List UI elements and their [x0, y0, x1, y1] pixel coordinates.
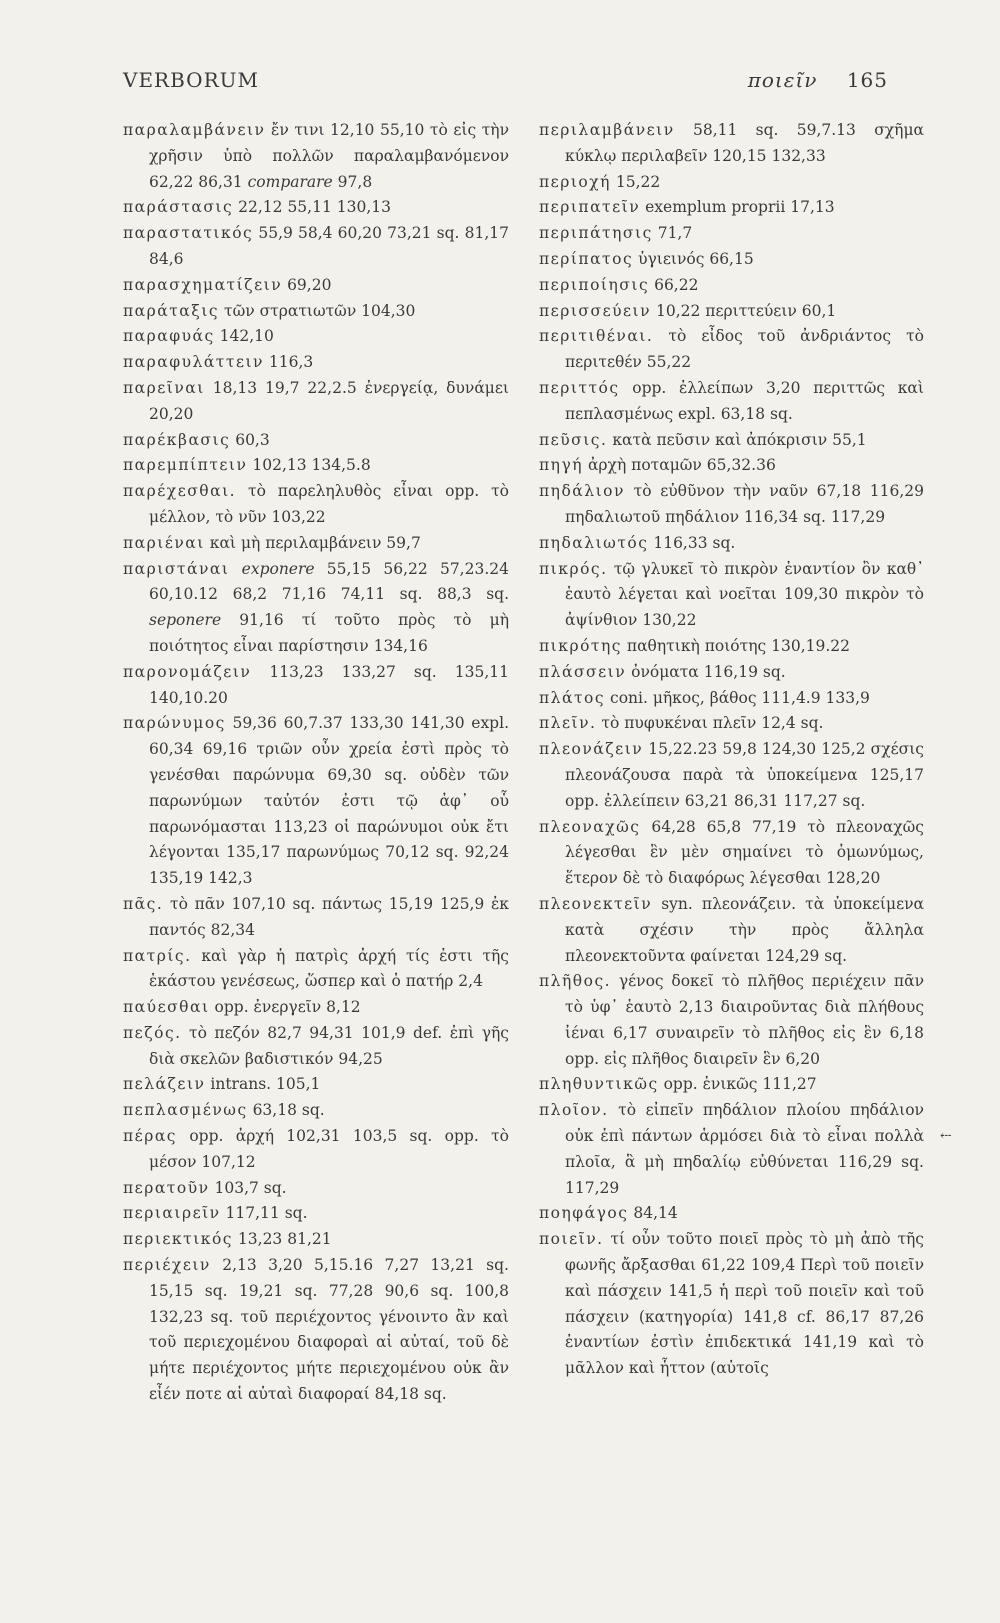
entry-text: γένος δοκεῖ τὸ πλῆθος περιέχειν πᾶν τὸ ὑφ᾽ ἑαυτὸ 2,13 διαιροῦντας διὰ πλήθους ἰέναι 6,17 συναιρεῖν τὸ πλῆθος εἰς ἓν 6,18 opp. εἰς πλῆθος διαιρεῖν ἓν 6,20 — [565, 972, 924, 1068]
index-entry — [123, 711, 509, 892]
entry-text: 63,18 sq. — [252, 1101, 325, 1120]
entry-lemma: παύεσθαι — [123, 998, 210, 1017]
entry-text: καὶ μὴ περιλαμβάνειν 59,7 — [209, 533, 421, 552]
entry-lemma: πᾶς. — [123, 894, 164, 913]
entry-text: 69,20 — [287, 275, 332, 294]
index-entry — [123, 944, 509, 996]
entry-lemma: περιαιρεῖν — [123, 1204, 221, 1223]
entry-text: τῶν στρατιωτῶν 104,30 — [224, 301, 416, 320]
index-entry — [539, 1072, 924, 1098]
index-entry — [539, 221, 924, 247]
index-entry — [539, 737, 924, 814]
index-entry — [539, 299, 924, 325]
entry-lemma: παραλαμβάνειν — [123, 121, 266, 139]
index-entry — [123, 660, 509, 712]
entry-lemma: πλάτος — [539, 688, 606, 707]
entry-text: 55,9 58,4 60,20 73,21 sq. 81,17 84,6 — [149, 224, 509, 268]
entry-text: τὸ πεζόν 82,7 94,31 101,9 def. ἐπὶ γῆς διὰ σκελῶν βαδιστικόν 94,25 — [149, 1023, 509, 1068]
entry-text: 142,10 — [219, 327, 274, 346]
index-entry — [123, 299, 509, 325]
entry-text: 103,7 sq. — [214, 1178, 287, 1197]
entry-lemma: πλεῖν. — [539, 714, 597, 733]
entry-lemma: πλεονάζειν — [539, 740, 644, 759]
entry-lemma: παρασχηματίζειν — [123, 275, 283, 294]
entry-lemma: περιπατεῖν — [539, 198, 641, 217]
entry-lemma: πηδαλιωτός — [539, 533, 649, 552]
index-entry — [539, 453, 924, 479]
entry-text: τὸ πᾶν 107,10 sq. πάντως 15,19 125,9 ἐκ παντός 82,34 — [149, 894, 509, 939]
entry-lemma: παραστατικός — [123, 224, 254, 243]
entry-text: 71,7 — [657, 224, 693, 243]
entry-text: opp. ἀρχή 102,31 103,5 sq. opp. τὸ μέσον 107,12 — [149, 1127, 509, 1171]
entry-lemma: πλάσσειν — [539, 662, 627, 681]
entry-text: syn. πλεονάζειν. τὰ ὑποκείμενα κατὰ σχέσιν τὴν πρὸς ἄλληλα πλεονεκτοῦντα φαίνεται 124,29 sq. — [565, 894, 924, 965]
index-entry — [123, 1124, 509, 1176]
entry-text-cont: 97,8 — [337, 172, 373, 191]
entry-text: ἀρχὴ ποταμῶν 65,32.36 — [587, 456, 776, 475]
entry-text: 84,14 — [633, 1204, 678, 1223]
entry-text: opp. ἐλλείπων 3,20 περιττῶς καὶ πεπλασμένως expl. 63,18 sq. — [565, 378, 924, 423]
entry-text: τῷ γλυκεῖ τὸ πικρὸν ἐναντίον ὂν καθ᾽ ἑαυτὸ λέγεται καὶ νοεῖται 109,30 πικρὸν τὸ ἀψίνθιον 130,22 — [565, 559, 924, 630]
entry-text: τὸ εἶδος τοῦ ἀνδριάντος τὸ περιτεθέν 55,22 — [565, 327, 924, 372]
entry-text: τὸ εὐθῦνον τὴν ναῦν 67,18 116,29 πηδαλιωτοῦ πηδάλιον 116,34 sq. 117,29 — [565, 482, 924, 526]
index-entry — [123, 1201, 509, 1227]
entry-lemma: περιοχή — [539, 172, 611, 191]
entry-lemma: πεζός. — [123, 1023, 182, 1042]
entry-text: 64,28 65,8 77,19 τὸ πλεοναχῶς λέγεσθαι ἓν μὲν σημαίνει τὸ ὁμωνύμως, ἕτερον δὲ τὸ διαφόρως λέγεσθαι 128,20 — [565, 817, 924, 888]
entry-lemma: πληθυντικῶς — [539, 1075, 659, 1094]
entry-lemma: παραφυάς — [123, 327, 215, 346]
index-entry — [539, 479, 924, 531]
header-keyword: ποιεῖν — [747, 68, 818, 92]
entry-text: τὸ εἰπεῖν πηδάλιον πλοίου πηδάλιον οὐκ ἐπὶ πάντων ἁρμόσει διὰ τὸ εἶναι πολλὰ πλοῖα, ἃ μὴ πηδαλίῳ εὐθύνεται 116,29 sq. 117,29 — [565, 1101, 924, 1197]
entry-text: opp. ἐνεργεῖν 8,12 — [214, 998, 361, 1017]
entry-lemma: πλεονεκτεῖν — [539, 894, 653, 913]
index-entry — [123, 273, 509, 299]
header-title: VERBORUM — [123, 68, 259, 92]
entry-lemma: περίπατος — [539, 249, 634, 268]
index-entry — [123, 1072, 509, 1098]
index-entry — [123, 1253, 509, 1408]
index-column-left — [123, 118, 509, 1408]
entry-lemma: περισσεύειν — [539, 301, 652, 320]
header-right — [748, 68, 888, 92]
entry-text: παθητικὴ ποιότης 130,19.22 — [626, 636, 850, 655]
index-entry — [539, 195, 924, 221]
entry-lemma: ποιεῖν. — [539, 1230, 604, 1249]
entry-lemma: παραφυλάττειν — [123, 353, 264, 372]
entry-text: 66,22 — [654, 275, 699, 294]
index-entry: πλοῖον. τὸ εἰπεῖν πηδάλιον πλοίου πηδάλιον οὐκ ἐπὶ πάντων ἁρμόσει διὰ τὸ εἶναι πολλὰ πλοῖα, ἃ μὴ πηδαλίῳ εὐθύνεται 116,29 sq. 117,29 ⤎ — [539, 1101, 952, 1197]
entry-lemma: πεπλασμένως — [123, 1101, 248, 1120]
index-entry — [123, 195, 509, 221]
entry-lemma: περιεκτικός — [123, 1230, 233, 1249]
index-entry — [539, 1227, 924, 1382]
entry-lemma: παριέναι — [123, 533, 205, 552]
entry-text: ὑγιεινός 66,15 — [638, 249, 754, 268]
index-entry — [539, 1201, 924, 1227]
entry-lemma: περιπάτησις — [539, 224, 653, 243]
entry-text: τὸ πυφυκέναι πλεῖν 12,4 sq. — [601, 714, 824, 733]
entry-text: 113,23 133,27 sq. 135,11 140,10.20 — [149, 662, 509, 707]
index-entry — [123, 995, 509, 1021]
index-column-right — [539, 118, 952, 1382]
index-entry — [539, 557, 924, 634]
entry-italic: exponere — [241, 559, 315, 578]
index-entry — [539, 686, 924, 712]
index-entry — [123, 1021, 509, 1073]
index-entry — [539, 324, 924, 376]
entry-text: ἔν τινι 12,10 55,10 τὸ εἰς τὴν χρῆσιν ὑπὸ πολλῶν παραλαμβανόμενον 62,22 86,31 — [149, 121, 509, 191]
entry-text: 60,3 — [235, 430, 270, 449]
entry-text: 2,13 3,20 5,15.16 7,27 13,21 sq. 15,15 sq. 19,21 sq. 77,28 90,6 sq. 100,8 132,23 sq. τοῦ περιέχοντος γένοιντο ἂν καὶ τοῦ περιεχομένου διαφοραὶ αἱ αὐταί, τοῦ δὲ μήτε περιέχοντος μήτε περιεχομένου οὐκ ἂν εἶέν ποτε αἱ αὐταὶ διαφοραί 84,18 sq. — [149, 1256, 509, 1404]
entry-text-cont: 91,16 τί τοῦτο πρὸς τὸ μὴ ποιότητος εἶναι παρίστησιν 134,16 — [149, 611, 509, 655]
entry-lemma: πλοῖον. — [539, 1101, 609, 1120]
entry-text: 117,11 sq. — [225, 1204, 308, 1223]
entry-lemma: πατρίς. — [123, 946, 192, 965]
entry-text: coni. μῆκος, βάθος 111,4.9 133,9 — [610, 688, 870, 707]
entry-lemma: παρώνυμος — [123, 714, 226, 733]
entry-lemma: παράταξις — [123, 301, 220, 320]
entry-lemma: πεῦσις. — [539, 430, 608, 449]
index-entry — [123, 221, 509, 273]
entry-lemma: περιποίησις — [539, 275, 650, 294]
entry-lemma: πηγή — [539, 456, 584, 475]
entry-text: κατὰ πεῦσιν καὶ ἀπόκρισιν 55,1 — [612, 430, 867, 449]
entry-lemma: πηδάλιον — [539, 482, 625, 501]
index-entry — [123, 892, 509, 944]
entry-text: opp. ἑνικῶς 111,27 — [663, 1075, 817, 1094]
entry-text-cont: 55,15 56,22 57,23.24 60,10.12 68,2 71,16 74,11 sq. 88,3 sq. — [149, 559, 509, 604]
entry-text: intrans. 105,1 — [210, 1075, 321, 1094]
index-entry — [539, 376, 924, 428]
entry-lemma: πλεοναχῶς — [539, 817, 641, 836]
entry-lemma: πλῆθος. — [539, 972, 612, 991]
entry-lemma: παρέχεσθαι. — [123, 482, 237, 501]
entry-text: exemplum proprii 17,13 — [645, 198, 835, 217]
index-entry — [123, 1176, 509, 1202]
entry-lemma: παρεμπίπτειν — [123, 456, 248, 475]
entry-text: 13,23 81,21 — [237, 1230, 332, 1249]
entry-lemma: παρέκβασις — [123, 430, 231, 449]
index-entry — [123, 428, 509, 454]
entry-lemma: παρονομάζειν — [123, 662, 252, 681]
entry-text: τὸ παρεληλυθὸς εἶναι opp. τὸ μέλλον, τὸ νῦν 103,22 — [149, 482, 509, 526]
entry-lemma: παριστάναι — [123, 559, 230, 578]
entry-lemma: πικρότης — [539, 636, 622, 655]
entry-text: 22,12 55,11 130,13 — [238, 198, 391, 217]
entry-text: 10,22 περιττεύειν 60,1 — [656, 301, 837, 320]
index-entry — [123, 531, 509, 557]
index-entry — [539, 711, 924, 737]
index-entry — [539, 892, 924, 969]
entry-lemma: περιλαμβάνειν — [539, 121, 675, 139]
index-entry — [123, 453, 509, 479]
index-entry — [539, 118, 924, 170]
index-entry — [539, 969, 924, 1072]
index-entry — [539, 815, 924, 892]
index-entry — [123, 1227, 509, 1253]
entry-text: 18,13 19,7 22,2.5 ἐνεργείᾳ, δυνάμει 20,20 — [149, 378, 509, 423]
entry-lemma: ποηφάγος — [539, 1204, 629, 1223]
entry-text: 116,33 sq. — [653, 533, 736, 552]
entry-lemma: περατοῦν — [123, 1178, 210, 1197]
entry-lemma: πέρας — [123, 1127, 177, 1146]
entry-text: 58,11 sq. 59,7.13 σχῆμα κύκλῳ περιλαβεῖν 120,15 132,33 — [565, 121, 925, 165]
index-entry — [539, 170, 924, 196]
entry-text: καὶ γὰρ ἡ πατρὶς ἀρχή τίς ἐστι τῆς ἑκάστου γενέσεως, ὥσπερ καὶ ὁ πατήρ 2,4 — [149, 946, 509, 991]
page-number: 165 — [846, 68, 888, 92]
index-entry — [123, 350, 509, 376]
entry-text: ὀνόματα 116,19 sq. — [631, 662, 786, 681]
entry-lemma: παράστασις — [123, 198, 234, 217]
entry-italic: seponere — [149, 611, 222, 630]
index-entry — [123, 557, 509, 660]
entry-lemma: πικρός. — [539, 559, 608, 578]
entry-lemma: παρεῖναι — [123, 378, 205, 397]
entry-text: 59,36 60,7.37 133,30 141,30 expl. 60,34 69,16 τριῶν οὖν χρεία ἐστὶ πρὸς τὸ γενέσθαι παρώνυμα 69,30 sq. οὐδὲν τῶν παρωνύμων ταὐτόν ἐστι τῷ ἀφ᾽ οὗ παρωνόμασται 113,23 οἱ παρώνυμοι οὐκ ἔτι λέγονται 135,17 παρωνύμως 70,12 sq. 92,24 135,19 142,3 — [149, 714, 509, 888]
index-entry — [539, 247, 924, 273]
entry-lemma: πελάζειν — [123, 1075, 206, 1094]
entry-text: 15,22.23 59,8 124,30 125,2 σχέσις πλεονάζουσα παρὰ τὰ ὑποκείμενα 125,17 opp. ἐλλείπειν 63,21 86,31 117,27 sq. — [565, 740, 924, 810]
index-entry — [539, 531, 924, 557]
entry-text: 102,13 134,5.8 — [252, 456, 371, 475]
entry-text: 15,22 — [615, 172, 661, 191]
index-entry — [123, 479, 509, 531]
entry-text: 116,3 — [268, 353, 314, 372]
running-header — [123, 68, 888, 98]
index-entry — [539, 428, 924, 454]
index-entry — [539, 634, 924, 660]
entry-lemma: περιττός — [539, 378, 620, 397]
index-entry — [123, 324, 509, 350]
index-entry — [539, 273, 924, 299]
index-entry — [123, 118, 509, 195]
entry-lemma: περιέχειν — [123, 1256, 211, 1275]
index-entry — [123, 376, 509, 428]
entry-lemma: περιτιθέναι. — [539, 327, 654, 346]
index-entry — [539, 660, 924, 686]
index-entry — [123, 1098, 509, 1124]
entry-italic: comparare — [247, 172, 333, 191]
entry-text: τί οὖν τοῦτο ποιεῖ πρὸς τὸ μὴ ἀπὸ τῆς φωνῆς ἄρξασθαι 61,22 109,4 Περὶ τοῦ ποιεῖν καὶ πάσχειν 141,5 ἡ περὶ τοῦ ποιεῖν καὶ τοῦ πάσχειν (κατηγορία) 141,8 cf. 86,17 87,26 ἐναντίων ἐστὶν ἐπιδεκτικά 141,19 καὶ τὸ μᾶλλον καὶ ἧττον (αὐτοῖς — [565, 1230, 924, 1378]
